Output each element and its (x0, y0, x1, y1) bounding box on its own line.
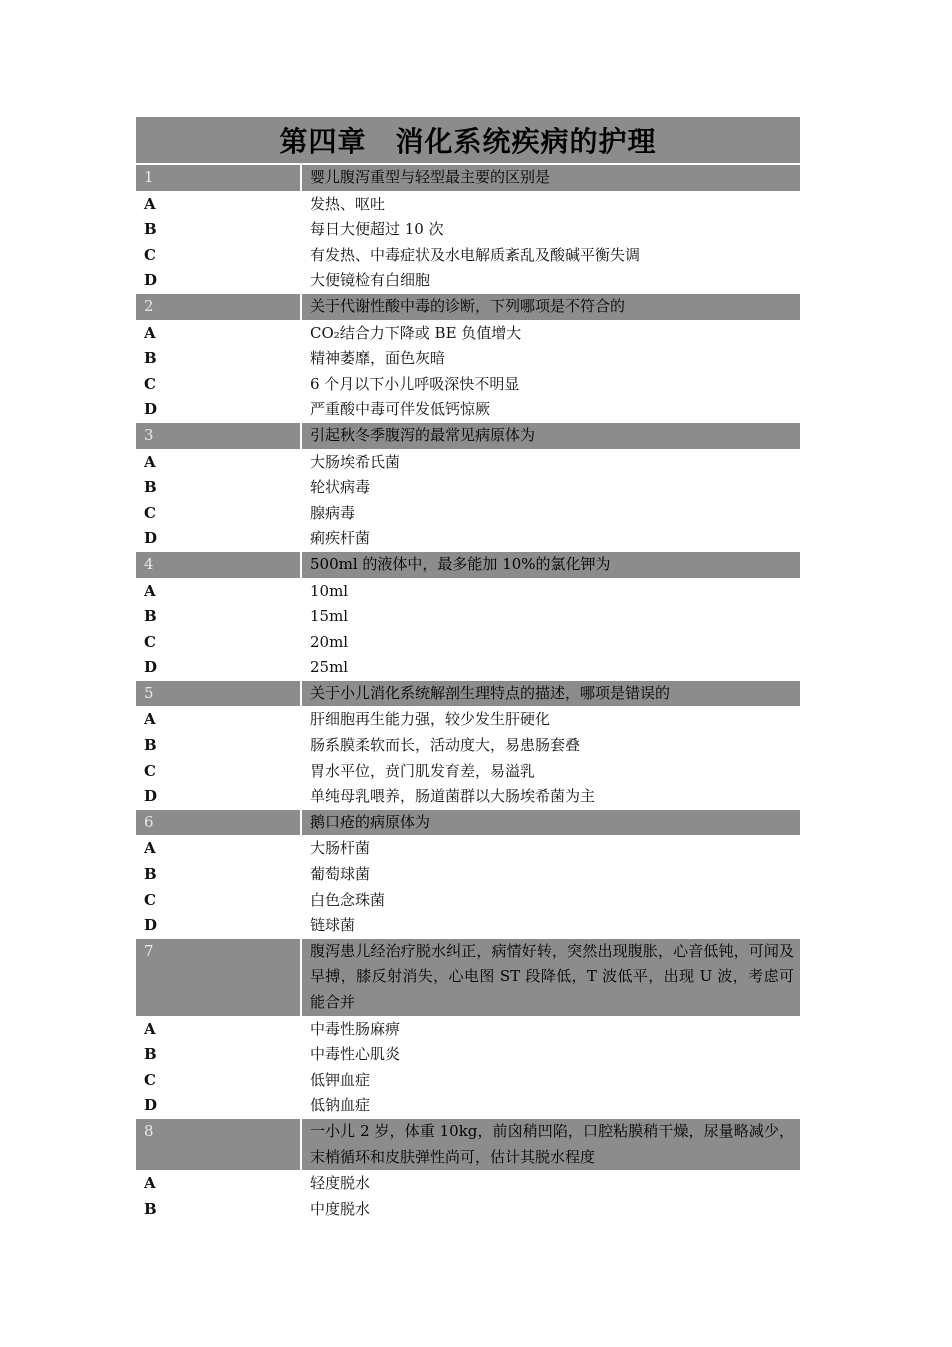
question-number: 4 (136, 552, 302, 578)
option-text: 大便镜检有白细胞 (310, 271, 431, 290)
option-row (136, 1068, 800, 1094)
option-text: 低钾血症 (310, 1070, 371, 1089)
question-number: 7 (136, 939, 302, 1016)
option-row (136, 579, 800, 605)
option-text: 中毒性肠麻痹 (310, 1019, 401, 1038)
option-key: C (144, 761, 156, 780)
option-row (136, 475, 800, 501)
question-row (136, 294, 800, 320)
option-text: 低钠血症 (310, 1096, 371, 1115)
option-key: D (144, 1096, 158, 1115)
option-text: 链球菌 (310, 916, 356, 935)
option-text: 单纯母乳喂养，肠道菌群以大肠埃希菌为主 (310, 787, 596, 806)
option-text: 痢疾杆菌 (310, 529, 371, 548)
option-text: 中毒性心肌炎 (310, 1045, 401, 1064)
option-row (136, 862, 800, 888)
option-text: 有发热、中毒症状及水电解质紊乱及酸碱平衡失调 (310, 245, 641, 264)
option-key: A (144, 839, 156, 858)
option-row (136, 217, 800, 243)
option-key: B (144, 1199, 157, 1218)
option-text: 10ml (310, 581, 349, 600)
question-text: 腹泻患儿经治疗脱水纠正，病情好转，突然出现腹胀，心音低钝，可闻及早搏，膝反射消失，心电图 ST 段降低，T 波低平，出现 U 波，考虑可能合并 (302, 939, 800, 1016)
option-key: B (144, 865, 157, 884)
option-text: 中度脱水 (310, 1199, 371, 1218)
option-row (136, 733, 800, 759)
option-text: 轮状病毒 (310, 478, 371, 497)
option-key: C (144, 374, 156, 393)
option-key: D (144, 916, 158, 935)
option-key: B (144, 220, 157, 239)
option-text: 大肠杆菌 (310, 839, 371, 858)
option-row (136, 888, 800, 914)
option-row (136, 1017, 800, 1043)
option-row (136, 192, 800, 218)
option-text: CO₂结合力下降或 BE 负值增大 (310, 323, 522, 342)
option-row (136, 784, 800, 810)
question-number: 2 (136, 294, 302, 320)
question-text: 一小儿 2 岁，体重 10kg，前囟稍凹陷，口腔粘膜稍干燥，尿量略减少，末梢循环和皮肤弹性尚可，估计其脱水程度 (302, 1119, 800, 1170)
option-key: A (144, 323, 156, 342)
question-row (136, 423, 800, 449)
option-key: A (144, 194, 156, 213)
option-key: C (144, 632, 156, 651)
option-key: A (144, 710, 156, 729)
option-row (136, 450, 800, 476)
option-key: A (144, 1174, 156, 1193)
option-key: D (144, 271, 158, 290)
question-text: 关于代谢性酸中毒的诊断，下列哪项是不符合的 (302, 294, 800, 320)
option-text: 15ml (310, 607, 349, 626)
option-text: 肝细胞再生能力强，较少发生肝硬化 (310, 710, 551, 729)
question-text: 鹅口疮的病原体为 (302, 810, 800, 836)
option-key: A (144, 452, 156, 471)
option-key: C (144, 503, 156, 522)
question-sheet (136, 117, 800, 1222)
option-key: B (144, 736, 157, 755)
question-number: 5 (136, 681, 302, 707)
option-row (136, 604, 800, 630)
option-row (136, 1171, 800, 1197)
option-row (136, 1042, 800, 1068)
question-text: 500ml 的液体中，最多能加 10%的氯化钾为 (302, 552, 800, 578)
option-text: 25ml (310, 658, 349, 677)
option-key: B (144, 1045, 157, 1064)
option-text: 白色念珠菌 (310, 890, 386, 909)
option-text: 每日大便超过 10 次 (310, 220, 444, 239)
option-key: B (144, 607, 157, 626)
option-text: 大肠埃希氏菌 (310, 452, 401, 471)
option-row (136, 372, 800, 398)
option-key: D (144, 787, 158, 806)
question-list (136, 165, 800, 1222)
option-text: 20ml (310, 632, 349, 651)
option-row (136, 913, 800, 939)
question-row (136, 681, 800, 707)
option-key: A (144, 1019, 156, 1038)
option-row (136, 707, 800, 733)
option-key: C (144, 1070, 156, 1089)
option-key: C (144, 890, 156, 909)
option-row (136, 759, 800, 785)
option-key: B (144, 349, 157, 368)
question-text: 引起秋冬季腹泻的最常见病原体为 (302, 423, 800, 449)
question-text: 关于小儿消化系统解剖生理特点的描述，哪项是错误的 (302, 681, 800, 707)
option-key: D (144, 658, 158, 677)
question-number: 8 (136, 1119, 302, 1170)
question-row (136, 1119, 800, 1170)
question-text: 婴儿腹泻重型与轻型最主要的区别是 (302, 165, 800, 191)
question-number: 3 (136, 423, 302, 449)
option-text: 精神萎靡，面色灰暗 (310, 349, 446, 368)
option-key: B (144, 478, 157, 497)
option-key: C (144, 245, 156, 264)
option-text: 发热、呕吐 (310, 194, 386, 213)
question-number: 6 (136, 810, 302, 836)
option-row (136, 243, 800, 269)
option-row (136, 346, 800, 372)
option-text: 葡萄球菌 (310, 865, 371, 884)
option-key: A (144, 581, 156, 600)
option-row (136, 630, 800, 656)
option-key: D (144, 529, 158, 548)
question-row (136, 939, 800, 1016)
option-row (136, 397, 800, 423)
question-row (136, 810, 800, 836)
option-row (136, 1093, 800, 1119)
option-text: 腺病毒 (310, 503, 356, 522)
option-row (136, 501, 800, 527)
question-row (136, 552, 800, 578)
option-row (136, 321, 800, 347)
option-row (136, 268, 800, 294)
option-row (136, 526, 800, 552)
option-key: D (144, 400, 158, 419)
option-text: 胃水平位，贲门肌发育差，易溢乳 (310, 761, 536, 780)
option-text: 轻度脱水 (310, 1174, 371, 1193)
option-row (136, 655, 800, 681)
option-row (136, 836, 800, 862)
option-text: 肠系膜柔软而长，活动度大，易患肠套叠 (310, 736, 581, 755)
chapter-title: 第四章 消化系统疾病的护理 (136, 117, 800, 165)
option-text: 严重酸中毒可伴发低钙惊厥 (310, 400, 491, 419)
question-row (136, 165, 800, 191)
question-number: 1 (136, 165, 302, 191)
option-text: 6 个月以下小儿呼吸深快不明显 (310, 374, 520, 393)
option-row (136, 1197, 800, 1223)
